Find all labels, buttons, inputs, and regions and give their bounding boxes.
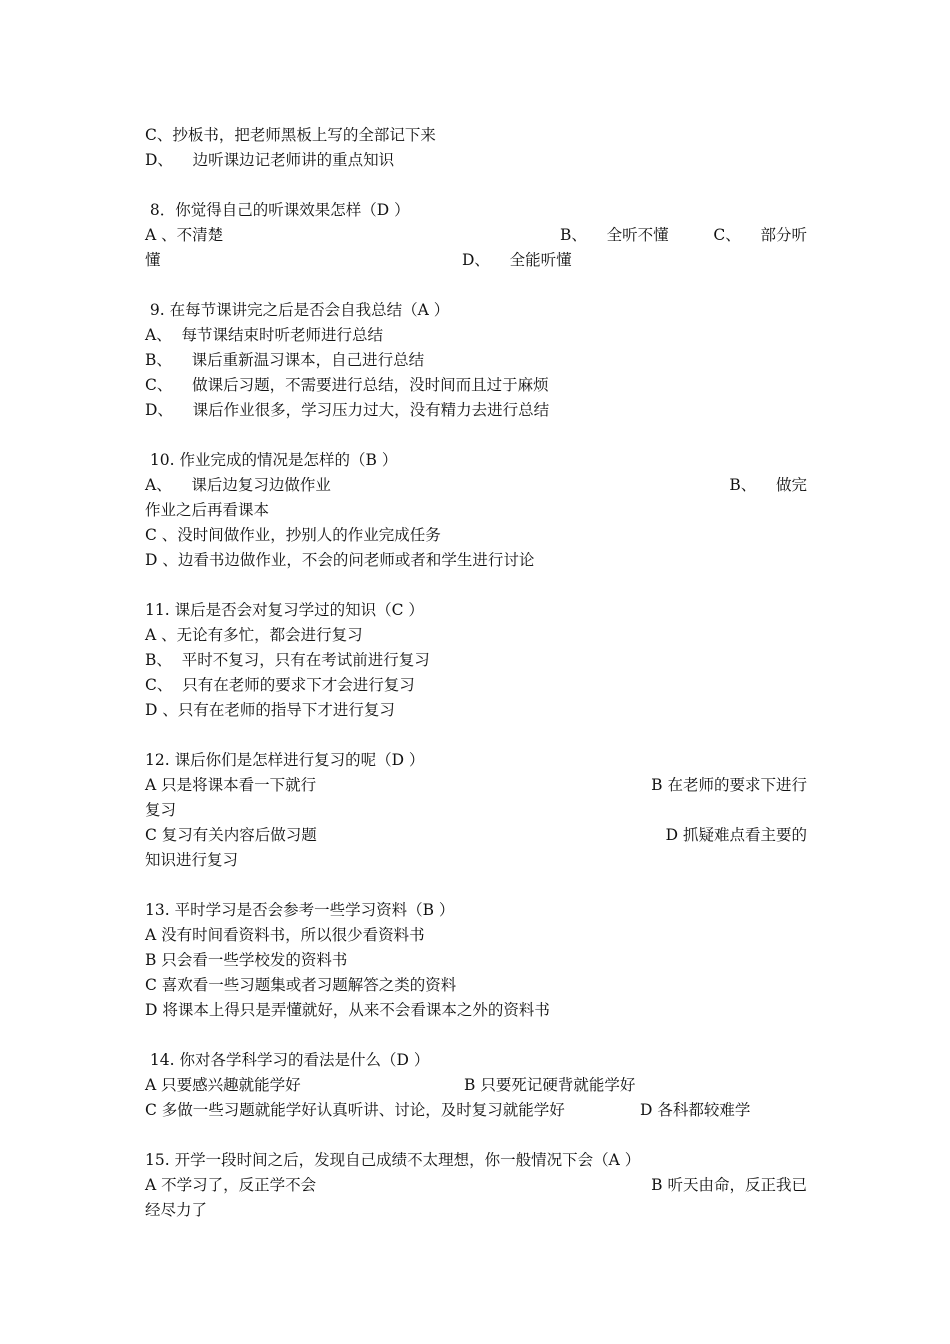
q8-option-b: B、 全听不懂 xyxy=(560,226,669,244)
spacer xyxy=(145,1023,807,1048)
q14-options-row-2 xyxy=(145,1098,807,1123)
q9-option-c: C、 做课后习题，不需要进行总结，没时间而且过于麻烦 xyxy=(145,376,549,394)
question-13: 13. 平时学习是否会参考一些学习资料（B ） xyxy=(145,901,455,919)
spacer xyxy=(145,573,807,598)
q14-option-c: C 多做一些习题就能学好认真听讲、讨论，及时复习就能学好 xyxy=(145,1101,565,1119)
option-c-prev: C、抄板书，把老师黑板上写的全部记下来 xyxy=(145,126,436,144)
spacer xyxy=(145,273,807,298)
q15-options-row xyxy=(145,1173,807,1198)
q8-options-row-2 xyxy=(145,248,807,273)
spacer xyxy=(145,873,807,898)
q8-option-a: A 、不清楚 xyxy=(145,226,224,244)
question-14: 14. 你对各学科学习的看法是什么（D ） xyxy=(145,1051,430,1069)
question-12: 12. 课后你们是怎样进行复习的呢（D ） xyxy=(145,751,425,769)
q8-option-c-cont: 懂 xyxy=(145,251,161,269)
q10-option-d: D 、边看书边做作业，不会的问老师或者和学生进行讨论 xyxy=(145,551,535,569)
q12-option-d-cont: 知识进行复习 xyxy=(145,851,239,869)
option-d-prev: D、 边听课边记老师讲的重点知识 xyxy=(145,151,395,169)
q15-option-a: A 不学习了，反正学不会 xyxy=(145,1176,317,1194)
q12-options-row-2 xyxy=(145,823,807,848)
spacer xyxy=(145,423,807,448)
spacer xyxy=(145,723,807,748)
q13-option-d: D 将课本上得只是弄懂就好，从来不会看课本之外的资料书 xyxy=(145,1001,550,1019)
q14-options-row xyxy=(145,1073,807,1098)
document-page xyxy=(145,123,807,1223)
q9-option-b: B、 课后重新温习课本，自己进行总结 xyxy=(145,351,425,369)
q10-option-c: C 、没时间做作业，抄别人的作业完成任务 xyxy=(145,526,441,544)
question-11: 11. 课后是否会对复习学过的知识（C ） xyxy=(145,601,424,619)
question-8: 8．你觉得自己的听课效果怎样（D ） xyxy=(145,201,410,219)
q13-option-b: B 只会看一些学校发的资料书 xyxy=(145,951,348,969)
q12-option-b: B 在老师的要求下进行 xyxy=(651,776,807,794)
q14-option-a: A 只要感兴趣就能学好 xyxy=(145,1076,301,1094)
q14-option-b: B 只要死记硬背就能学好 xyxy=(464,1076,636,1094)
q13-option-a: A 没有时间看资料书，所以很少看资料书 xyxy=(145,926,425,944)
q11-option-c: C、 只有在老师的要求下才会进行复习 xyxy=(145,676,415,694)
q11-option-b: B、 平时不复习，只有在考试前进行复习 xyxy=(145,651,430,669)
q13-option-c: C 喜欢看一些习题集或者习题解答之类的资料 xyxy=(145,976,457,994)
q12-option-a: A 只是将课本看一下就行 xyxy=(145,776,317,794)
question-9: 9. 在每节课讲完之后是否会自我总结（A ） xyxy=(145,301,450,319)
q12-options-row xyxy=(145,773,807,798)
spacer xyxy=(145,173,807,198)
question-15: 15. 开学一段时间之后，发现自己成绩不太理想，你一般情况下会（A ） xyxy=(145,1151,641,1169)
q9-option-a: A、 每节课结束时听老师进行总结 xyxy=(145,326,384,344)
q10-option-b-cont: 作业之后再看课本 xyxy=(145,501,270,519)
q12-option-c: C 复习有关内容后做习题 xyxy=(145,826,317,844)
q10-option-a: A、 课后边复习边做作业 xyxy=(145,476,331,494)
q15-option-b-cont: 经尽力了 xyxy=(145,1201,208,1219)
q10-options-row xyxy=(145,473,807,498)
q9-option-d: D、 课后作业很多，学习压力过大，没有精力去进行总结 xyxy=(145,401,550,419)
q14-option-d: D 各科都较难学 xyxy=(640,1101,751,1119)
q10-option-b: B、 做完 xyxy=(729,476,807,494)
q11-option-a: A 、无论有多忙，都会进行复习 xyxy=(145,626,363,644)
q12-option-b-cont: 复习 xyxy=(145,801,177,819)
q8-options-row xyxy=(145,223,807,248)
q12-option-d: D 抓疑难点看主要的 xyxy=(665,826,807,844)
spacer xyxy=(145,1123,807,1148)
question-10: 10. 作业完成的情况是怎样的（B ） xyxy=(145,451,398,469)
q8-option-d: D、 全能听懂 xyxy=(462,251,572,269)
q15-option-b: B 听天由命，反正我已 xyxy=(651,1176,807,1194)
q11-option-d: D 、只有在老师的指导下才进行复习 xyxy=(145,701,395,719)
q8-option-c: C、 部分听 xyxy=(713,226,807,244)
